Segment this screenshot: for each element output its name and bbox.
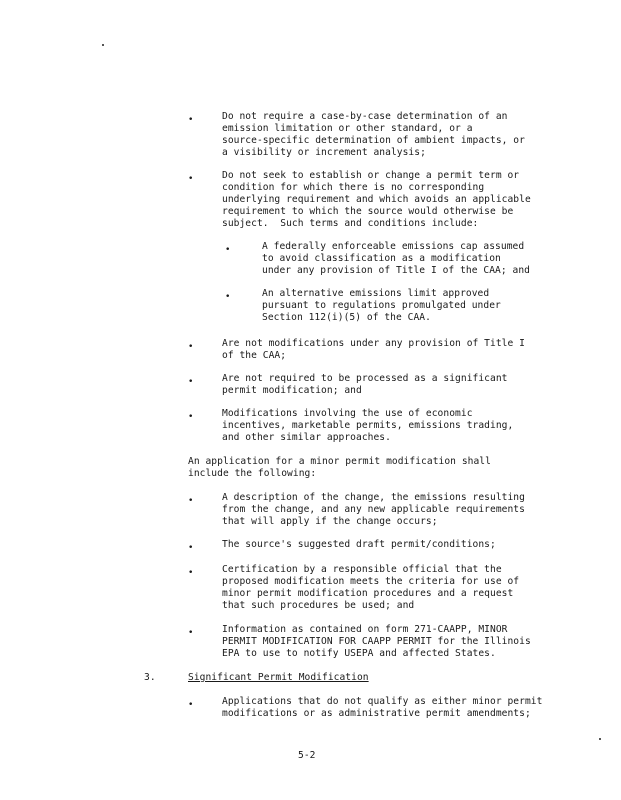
sub-bullet-text-line: to avoid classification as a modification [262, 253, 501, 264]
bullet-text-line: modifications or as administrative permit amendments; [222, 708, 531, 719]
bullet: • [188, 700, 194, 710]
bullet-text-line: a visibility or increment analysis; [222, 147, 426, 158]
sub-bullet-text-line: An alternative emissions limit approved [262, 288, 490, 299]
bullet-text-line: subject. Such terms and conditions include: [222, 218, 479, 229]
bullet-text-line: emission limitation or other standard, or a [222, 123, 473, 134]
bullet-text-line: from the change, and any new applicable requirements [222, 504, 525, 515]
sub-bullet: • [225, 245, 231, 255]
bullet-text-line: Applications that do not qualify as either minor permit [222, 696, 543, 707]
bullet: • [188, 174, 194, 184]
section-number: 3. [144, 672, 156, 683]
bullet: • [188, 543, 194, 553]
bullet-text-line: minor permit modification procedures and a request [222, 588, 514, 599]
bullet-text-line: incentives, marketable permits, emissions trading, [222, 420, 514, 431]
scan-speck [599, 738, 601, 740]
scan-speck [102, 44, 104, 46]
page-number: 5-2 [298, 750, 316, 761]
bullet-text-line: Are not modifications under any provision of Title I [222, 338, 525, 349]
bullet-text-line: proposed modification meets the criteria for use of [222, 576, 520, 587]
bullet: • [188, 628, 194, 638]
bullet-text-line: Information as contained on form 271-CAAPP, MINOR [222, 624, 508, 635]
sub-bullet-text-line: pursuant to regulations promulgated under [262, 300, 501, 311]
bullet: • [188, 115, 194, 125]
bullet-text-line: that such procedures be used; and [222, 600, 415, 611]
bullet-text-line: Are not required to be processed as a significant [222, 373, 508, 384]
bullet-text-line: of the CAA; [222, 350, 287, 361]
bullet-text-line: A description of the change, the emissions resulting [222, 492, 525, 503]
sub-bullet-text-line: under any provision of Title I of the CAA; and [262, 265, 530, 276]
bullet-text-line: PERMIT MODIFICATION FOR CAAPP PERMIT for the Illinois [222, 636, 531, 647]
section-heading: Significant Permit Modification [188, 672, 369, 683]
bullet: • [188, 342, 194, 352]
bullet: • [188, 496, 194, 506]
sub-bullet: • [225, 292, 231, 302]
bullet-text-line: Modifications involving the use of economic [222, 408, 473, 419]
bullet-text-line: requirement to which the source would otherwise be [222, 206, 514, 217]
bullet-text-line: Do not seek to establish or change a permit term or [222, 170, 520, 181]
bullet-text-line: underlying requirement and which avoids an applicable [222, 194, 531, 205]
bullet-text-line: condition for which there is no corresponding [222, 182, 485, 193]
paragraph-line: include the following: [188, 468, 317, 479]
bullet-text-line: Do not require a case-by-case determination of an [222, 111, 508, 122]
bullet: • [188, 568, 194, 578]
sub-bullet-text-line: Section 112(i)(5) of the CAA. [262, 312, 431, 323]
bullet-text-line: and other similar approaches. [222, 432, 391, 443]
paragraph-line: An application for a minor permit modification shall [188, 456, 491, 467]
bullet: • [188, 377, 194, 387]
bullet-text-line: Certification by a responsible official that the [222, 564, 502, 575]
bullet: • [188, 412, 194, 422]
bullet-text-line: EPA to use to notify USEPA and affected States. [222, 648, 496, 659]
bullet-text-line: source-specific determination of ambient impacts, or [222, 135, 525, 146]
bullet-text-line: The source's suggested draft permit/conditions; [222, 539, 496, 550]
bullet-text-line: permit modification; and [222, 385, 362, 396]
sub-bullet-text-line: A federally enforceable emissions cap assumed [262, 241, 525, 252]
bullet-text-line: that will apply if the change occurs; [222, 516, 438, 527]
